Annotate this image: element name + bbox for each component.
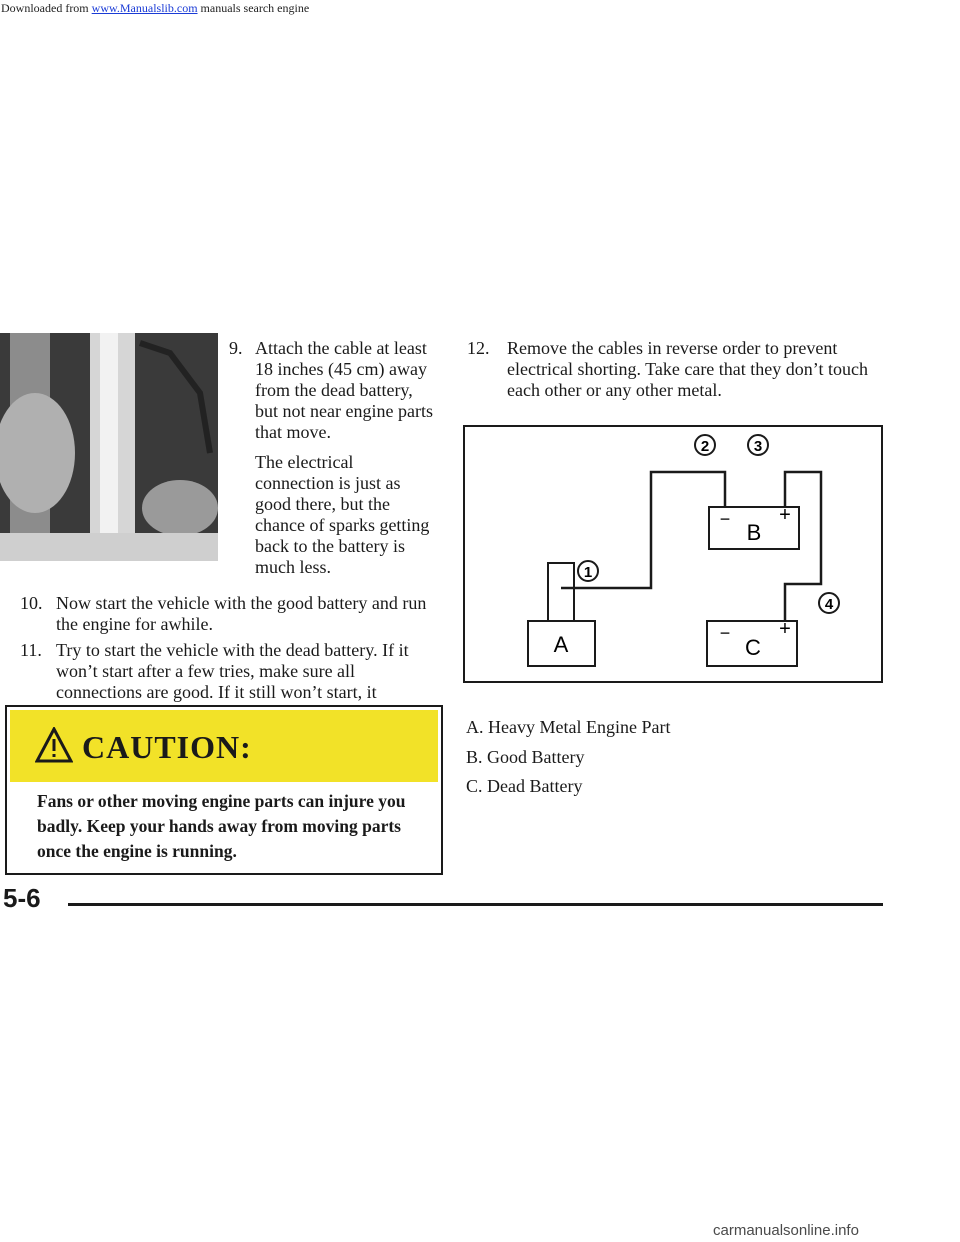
marker-3-label: 3 xyxy=(753,438,763,455)
step-11-line: connections are good. If it still won’t start, it xyxy=(56,682,377,702)
engine-photo-art xyxy=(0,333,218,561)
step-12-line: electrical shorting. Take care that they don’t touch xyxy=(507,359,868,379)
note-line: chance of sparks getting xyxy=(255,515,430,535)
step-12-line: Remove the cables in reverse order to prevent xyxy=(507,338,838,358)
step-12-number: 12. xyxy=(467,338,490,358)
battery-c-minus: − xyxy=(719,623,731,643)
diagram-legend xyxy=(466,717,866,797)
warning-triangle-icon xyxy=(35,727,73,763)
manualslib-link[interactable]: www.Manualslib.com xyxy=(91,1,198,15)
caution-text xyxy=(37,789,437,864)
footer-rule xyxy=(68,903,883,906)
electrical-note xyxy=(255,452,455,578)
engine-photo xyxy=(0,333,218,561)
legend-letter: B. xyxy=(466,747,483,767)
step-11-number: 11. xyxy=(20,640,42,660)
marker-2-label: 2 xyxy=(700,438,710,455)
caution-line: badly. Keep your hands away from moving parts xyxy=(37,816,401,836)
marker-4-label: 4 xyxy=(824,596,834,613)
marker-1-label: 1 xyxy=(583,564,593,581)
diagram-frame xyxy=(464,426,882,682)
step-12-line: each other or any other metal. xyxy=(507,380,722,400)
step-11-line: won’t start after a few tries, make sure all xyxy=(56,661,356,681)
step-9-number: 9. xyxy=(229,338,243,358)
legend-item xyxy=(466,747,866,776)
marker-2 xyxy=(695,435,715,455)
battery-c-plus: + xyxy=(779,618,791,640)
label-c: C xyxy=(745,635,761,660)
marker-1 xyxy=(578,561,598,581)
step-9-line: but not near engine parts xyxy=(255,401,433,421)
page-number: 5-6 xyxy=(3,883,41,913)
note-line: back to the battery is xyxy=(255,536,405,556)
note-line: connection is just as xyxy=(255,473,401,493)
step-9-line: that move. xyxy=(255,422,331,442)
legend-text: Good Battery xyxy=(487,747,585,767)
step-10-number: 10. xyxy=(20,593,43,613)
label-b: B xyxy=(746,520,762,545)
jumper-cable-diagram xyxy=(463,425,883,683)
step-9-line: 18 inches (45 cm) away xyxy=(255,359,427,379)
note-line: good there, but the xyxy=(255,494,390,514)
legend-item xyxy=(466,776,866,797)
note-line: much less. xyxy=(255,557,331,577)
note-line: The electrical xyxy=(255,452,354,472)
download-header xyxy=(1,1,309,16)
legend-text: Dead Battery xyxy=(487,776,583,796)
marker-4 xyxy=(819,593,839,613)
caution-header xyxy=(10,710,438,782)
legend-letter: C. xyxy=(466,776,483,796)
caution-title: CAUTION: xyxy=(82,729,252,765)
battery-b-plus: + xyxy=(779,504,791,526)
step-11-line: Try to start the vehicle with the dead battery. If it xyxy=(56,640,409,660)
step-9-line: from the dead battery, xyxy=(255,380,413,400)
battery-b-minus: − xyxy=(719,509,731,529)
watermark: carmanualsonline.info xyxy=(713,1222,859,1239)
header-prefix: Downloaded from xyxy=(1,1,92,15)
step-10-line: Now start the vehicle with the good battery and run xyxy=(56,593,427,613)
header-suffix: manuals search engine xyxy=(197,1,310,15)
legend-letter: A. xyxy=(466,717,484,737)
step-9-line: Attach the cable at least xyxy=(255,338,427,358)
caution-box xyxy=(5,705,443,875)
caution-line: Fans or other moving engine parts can injure you xyxy=(37,791,406,811)
legend-text: Heavy Metal Engine Part xyxy=(488,717,671,737)
marker-3 xyxy=(748,435,768,455)
caution-line: once the engine is running. xyxy=(37,841,237,861)
legend-item xyxy=(466,717,866,747)
step-10-line: the engine for awhile. xyxy=(56,614,213,634)
label-a: A xyxy=(553,632,569,657)
